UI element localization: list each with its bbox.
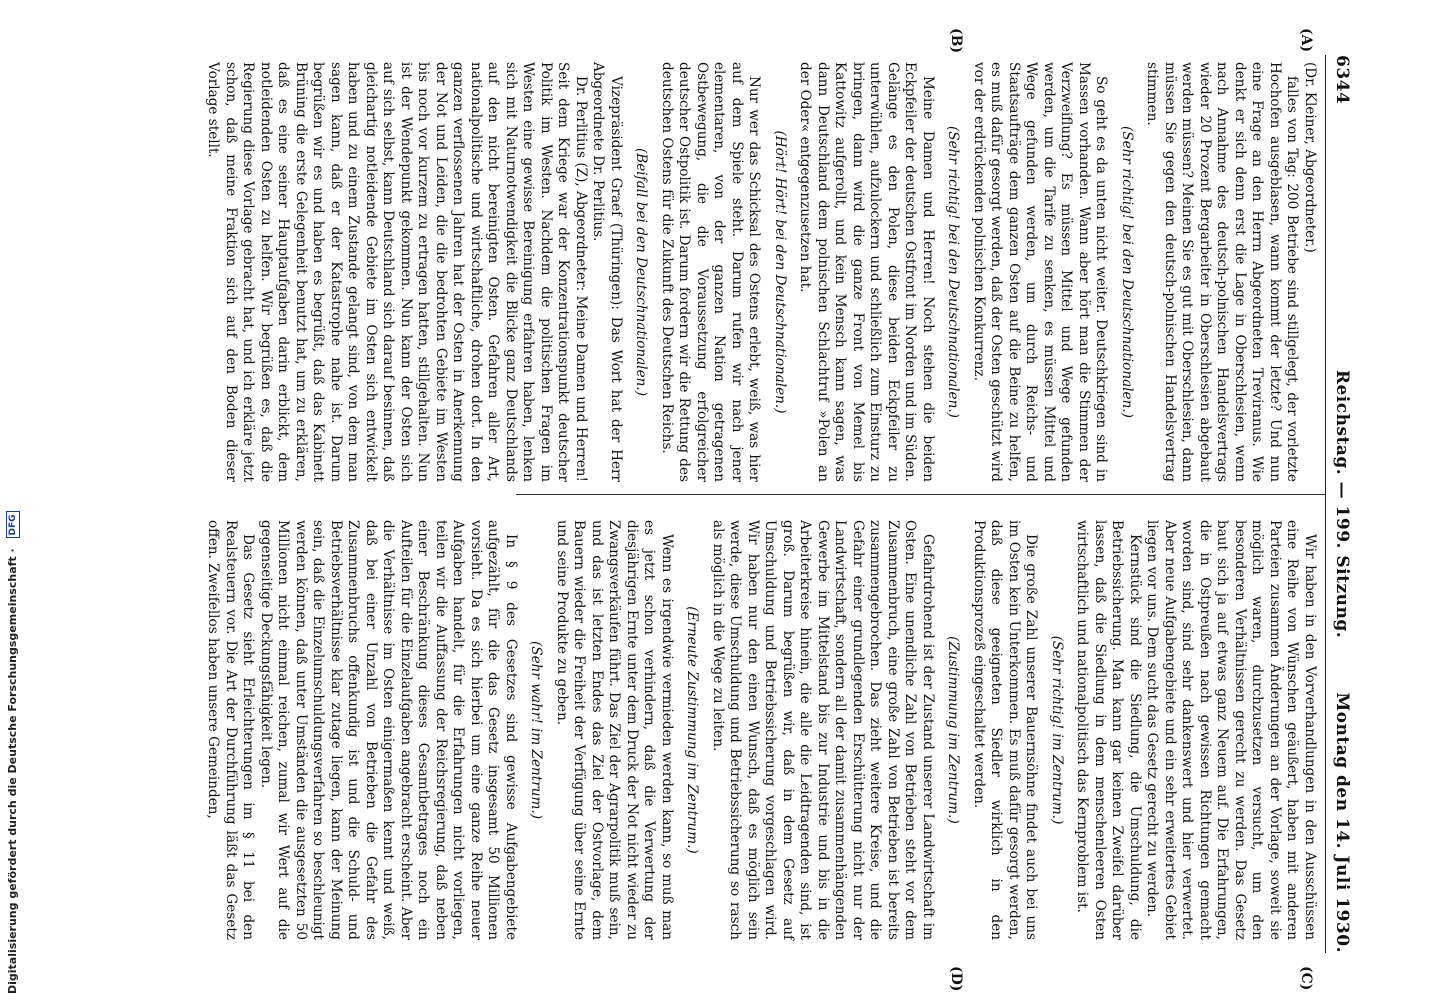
- session-title: Reichstag. — 199. Sitzung.: [1332, 369, 1352, 639]
- paragraph: Die große Zahl unserer Bauernsöhne findet auch bei uns im Osten kein Unterkommen. Es muß dafür gesorgt werden, daß diese geeigneten Siedler wirklich in den Produktionsprozeß eingeschaltet werden.: [971, 520, 1040, 940]
- paragraph: falles von Tag: 200 Betriebe sind stillgelegt, der vorletzte Hochofen ausgeblasen, wann kommt der letzte? Und nun eine Frage an den Herrn Abgeordneten Treviranus. Wie denkt er sich denn erst die Lage in Oberschlesien, wenn nach Annahme des deutsch-polnischen Handelsvertrags wieder 20 Prozent Bergarbeiter in Oberschlesien abgebaut werden müssen? Meinen Sie es gut mit Oberschlesien, dann müssen Sie gegen den deutsch-polnischen Handelsvertrag stimmen.: [1144, 62, 1301, 482]
- footer-text: Digitalisierung gefördert durch die Deutsche Forschungsgemeinschaft ·: [6, 548, 19, 994]
- interjection: (Sehr wahr! im Zentrum.): [528, 640, 545, 820]
- interjection: (Sehr richtig! bei den Deutschnationalen.): [945, 126, 962, 418]
- header-rule: [1325, 55, 1326, 953]
- column-divider: [516, 494, 1326, 495]
- interjection: (Erneute Zustimmung im Zentrum.): [684, 606, 701, 854]
- margin-marker-d: (D): [948, 966, 964, 992]
- interjection: (Hört! Hört! bei den Deutschnationalen.): [772, 130, 788, 414]
- paragraph: Meine Damen und Herren! Noch stehen die beiden Eckpfeiler der deutschen Ostfront im Norden und im Süden. Gelänge es den Polen, diese beiden Eckpfeiler zu unterwühlen, aufzulockern und schließlich zum Einsturz zu bringen, dann wird die ganze Front von Memel bis Kattowitz aufgerollt, und kein Mensch kann sagen, was dann Deutschland dem polnischen Schlachtruf »Polen an der Oder« entgegenzusetzen hat.: [797, 62, 936, 482]
- paragraph: Dr. Perlitius (Z), Abgeordneter: Meine Damen und Herren! Seit dem Kriege war der Konzentrationspunkt deutscher Politik im Westen. Nachdem die politischen Fragen im Westen eine gewisse Bereinigung erfahren haben, lenken sich mit Naturnotwendigkeit die Blicke ganz Deutschlands auf den nicht bereinigten Osten. Gefahren aller Art, nationalpolitische und wirtschaftliche, drohen dort. In den ganzen verflossenen Jahren hat der Osten in Anerkennung der Not und Leiden, die die bedrohten Gebiete im Westen bis noch vor kurzem zu ertragen hatten, stillgehalten. Nun ist der Wendepunkt gekommen. Nun kann der Osten sich auf sich selbst, kann Deutschland sich darauf besinnen, daß gleichartig notleidende Gebiete im Osten sich entwickelt haben und zu einem Zustande gelangt sind, von dem man sagen kann, daß er der Katastrophe nahe ist. Darum begrüßen wir es und haben es begrüßt, daß das Kabinett Brüning die erste Gelegenheit benutzt hat, um zu erklären, daß es eine seiner Hauptaufgaben darin erblickt, dem notleidenden Osten zu helfen. Wir begrüßen es, daß die Regierung diese Vorlage gebracht hat, und ich erkläre jetzt schon, daß meine Fraktion sich auf den Boden dieser Vorlage stellt.: [205, 62, 589, 482]
- right-text-column: [204, 520, 1318, 940]
- page-header: [1328, 55, 1356, 953]
- interjection: (Sehr richtig! im Zentrum.): [1049, 635, 1065, 825]
- left-text-column: [204, 62, 1318, 482]
- paragraph: (Dr. Kleiner, Abgeordneter.): [1302, 62, 1318, 253]
- paragraph: Kernstück sind die Siedlung, die Umschuldung, die Betriebssicherung. Man kann gar keinen Zweifel darüber lassen, daß die Siedlung in dem menschenleeren Osten wirtschaftlich und nationalpolitisch das Kernproblem ist.: [1074, 520, 1143, 940]
- digitization-footer: [6, 0, 20, 994]
- margin-marker-a: (A): [1298, 28, 1314, 53]
- dfg-logo: DFG: [6, 511, 20, 538]
- paragraph: Nur wer das Schicksal des Ostens erlebt, weiß, was hier auf dem Spiele steht. Darum rufen wir nach jener elementaren, von der ganzen Nation getragenen Ostbewegung, die die Voraussetzung erfolgreicher deutscher Ostpolitik ist. Darum fordern wir die Rettung des deutschen Ostens für die Zukunft des Deutschen Reichs.: [659, 62, 763, 482]
- paragraph: Gefahrdrohend ist der Zustand unserer Landwirtschaft im Osten. Eine unendliche Zahl von Betrieben steht vor dem Zusammenbruch, eine große Zahl von Betrieben ist bereits zusammengebrochen. Das zieht weitere Kreise, und die Gefahr einer grundlegenden Erschütterung nicht nur der Landwirtschaft, sondern all der damit zusammenhängenden Gewerbe im Mittelstand bis zur Industrie und bis in die Arbeiterkreise hinein, die alle die Leidtragenden sind, ist groß. Darum begrüßen wir, daß in dem Gesetz auf Umschuldung und Betriebssicherung vorgeschlagen wird. Wir haben nur den einen Wunsch, daß es möglich sein werde, diese Umschuldung und Betriebssicherung so rasch als möglich in die Wege zu leiten.: [710, 520, 936, 940]
- page-number: 6344: [1332, 55, 1352, 105]
- paragraph: Wir haben in den Vorverhandlungen in den Ausschüssen eine Reihe von Wünschen geäußert, haben mit anderen Parteien zusammen Änderungen an der Vorlage, soweit sie möglich waren, durchzusetzen versucht, um den besonderen Verhältnissen gerecht zu werden. Das Gesetz baut sich ja auf etwas ganz Neuem auf. Die Erfahrungen, die in Ostpreußen nach gewissen Richtungen gemacht worden sind, sind sehr dankenswert und hier verwertet. Aber neue Aufgabengebiete und ein sehr erweitertes Gebiet liegen vor uns. Dem sucht das Gesetz gerecht zu werden.: [1144, 520, 1318, 940]
- paragraph: So geht es da unten nicht weiter. Deutschkriegen sind in Massen vorhanden. Wann aber hört man die Stimmen der Verzweiflung? Es müssen Mittel und Wege gefunden werden, um die Tarife zu senken, es müssen Mittel und Wege gefunden werden, um durch Reichs- und Staatsaufträge dem ganzen Osten auf die Beine zu helfen, es muß dafür gesorgt werden, daß der Osten geschützt wird vor der erdrückenden polnischen Konkurrenz.: [971, 62, 1110, 482]
- session-date: Montag den 14. Juli 1930.: [1332, 692, 1352, 953]
- paragraph: In § 9 des Gesetzes sind gewisse Aufgabengebiete aufgezählt, für die das Gesetz insgesamt 50 Millionen vorsieht. Da es sich hierbei um eine ganze Reihe neuer Aufgaben handelt, für die Erfahrungen nicht vorliegen, teilen wir die Auffassung der Reichsregierung, daß neben einer Beschränkung dieses Gesamtbetrages noch ein Aufteilen für die Einzelaufgaben angebracht erscheint. Aber die Verhältnisse im Osten einigermaßen kennt und weiß, daß bei einer Unzahl von Betrieben die Gefahr des Zusammenbruchs offenkundig ist und die Schuld- und Betriebsverhältnisse klar zutage liegen, kann der Meinung sein, daß die Einzelumschuldungsverfahren so beschleunigt werden können, daß unter Umständen die ausgesetzten 50 Millionen nicht einmal reichen, zumal wir Wert auf die gegenseitige Deckungsfähigkeit legen.: [258, 520, 519, 940]
- interjection: (Beifall bei den Deutschnationalen.): [633, 147, 650, 397]
- interjection: (Zustimmung im Zentrum.): [945, 636, 962, 824]
- paragraph: Wenn es irgendwie vermieden werden kann, so muß man es jetzt schon verhindern, daß die Verwertung der diesjährigen Ernte unter dem Druck der Not nicht wieder zu Zwangsverkäufen führt. Das Ziel der Agrarpolitik muß sein, und das ist letzten Endes das Ziel der Ostvorlage, dem Bauern wieder die Freiheit der Verfügung über seine Ernte und seine Produkte zu geben.: [554, 520, 675, 940]
- paragraph: Vizepräsident Graef (Thüringen): Das Wort hat der Herr Abgeordnete Dr. Perlitius.: [590, 62, 624, 482]
- margin-marker-b: (B): [948, 28, 964, 54]
- paragraph: Das Gesetz sieht Erleichterungen im § 11 bei den Realsteuern vor. Die Art der Durchführung läßt das Gesetz offen. Zweifellos haben unsere Gemeinden,: [205, 520, 257, 940]
- margin-marker-c: (C): [1298, 966, 1314, 991]
- interjection: (Sehr richtig! bei den Deutschnationalen.): [1119, 126, 1135, 418]
